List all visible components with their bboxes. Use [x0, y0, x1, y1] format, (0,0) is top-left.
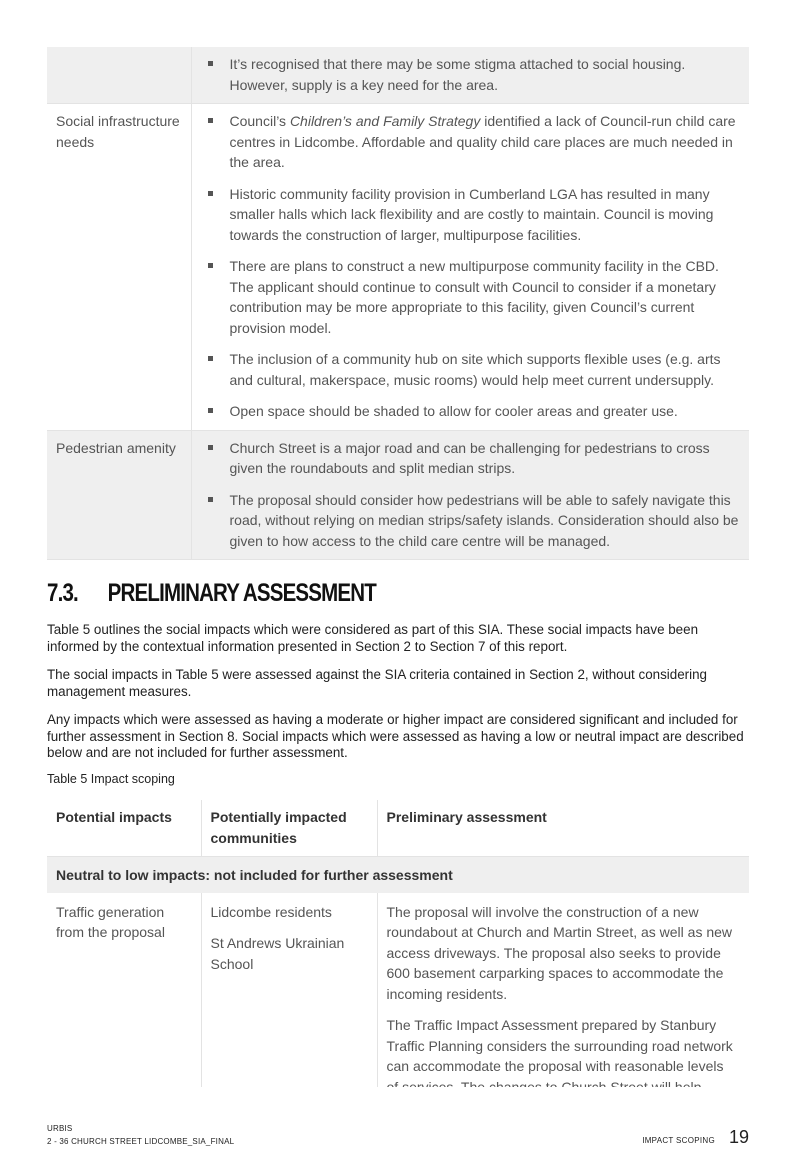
paragraph: Any impacts which were assessed as having a moderate or higher impact are considered significant and included for further assessment in Section 8. Social impacts which were assessed as having a low or neutral impact are described below and are not included for further assessment. [47, 712, 744, 760]
bullet-item: There are plans to construct a new multipurpose community facility in the CBD. The applicant should continue to consult with Council to consider if a monetary contribution may be more appropriate to this facility, given Council’s current provision model. [204, 256, 740, 338]
impact-scoping-table [47, 800, 749, 1129]
category-cell: Pedestrian amenity [47, 430, 191, 560]
section-heading [47, 579, 376, 608]
square-bullet-icon [208, 191, 213, 196]
category-cell [47, 47, 191, 104]
column-header: Potential impacts [47, 800, 201, 857]
square-bullet-icon [208, 118, 213, 123]
footer-left [47, 1122, 234, 1148]
section-title: PRELIMINARY ASSESSMENT [107, 579, 376, 607]
square-bullet-icon [208, 408, 213, 413]
community-item: St Andrews Ukrainian School [210, 935, 345, 972]
square-bullet-icon [208, 61, 213, 66]
paragraph: The social impacts in Table 5 were assessed against the SIA criteria contained in Section 2, without considering management measures. [47, 667, 707, 699]
document-page [47, 47, 749, 1074]
square-bullet-icon [208, 356, 213, 361]
footer-org: URBIS [47, 1124, 73, 1133]
assessment-paragraph: The Traffic Impact Assessment prepared by Stanbury Traffic Planning considers the surrounding road network can accommodate the proposal with reasonable levels [386, 1017, 733, 1074]
table-row [47, 430, 749, 560]
table-caption: Table 5 Impact scoping [47, 772, 175, 786]
footer-section: IMPACT SCOPING [642, 1136, 715, 1145]
footer-doc: 2 - 36 CHURCH STREET LIDCOMBE_SIA_FINAL [47, 1137, 235, 1146]
bullet-item: It’s recognised that there may be some stigma attached to social housing. However, supply is a key need for the area. [204, 54, 740, 95]
bullet-item: Open space should be shaded to allow for cooler areas and greater use. [204, 401, 740, 422]
impact-cell: Traffic generation from the proposal [47, 893, 201, 1129]
community-item: Lidcombe residents [210, 903, 332, 920]
column-header: Potentially impacted communities [201, 800, 377, 857]
bullet-item: The inclusion of a community hub on site which supports flexible uses (e.g. arts and cultural, makerspace, music rooms) would help meet current undersupply. [204, 349, 740, 390]
bullet-item: The proposal should consider how pedestrians will be able to safely navigate this road, without relying on median strips/safety islands. Consideration should also be given to how access to the child care centre will be managed. [204, 490, 740, 552]
strategy-title: Children’s and Family Strategy [289, 113, 481, 129]
table-band-row [47, 857, 749, 893]
assessment-paragraph: The proposal will involve the construction of a new roundabout at Church and Martin Street, as well as new access driveways. The proposal also seeks to provide 600 basement carparking spaces to accommodate the incoming residents. [386, 903, 733, 1002]
category-cell: Social infrastructure needs [47, 104, 191, 431]
column-header: Preliminary assessment [377, 800, 749, 857]
bullet-item: Church Street is a major road and can be challenging for pedestrians to cross given the roundabouts and split median strips. [204, 438, 740, 479]
paragraph: Table 5 outlines the social impacts which were considered as part of this SIA. These social impacts have been informed by the contextual information presented in Section 2 to Section 7 of this report. [47, 622, 699, 654]
table-header-row [47, 800, 749, 857]
section-number: 7.3. [47, 579, 78, 607]
bullet-item: Council’s Children’s and Family Strategy identified a lack of Council-run child care centres in Lidcombe. Affordable and quality child care places are much needed in the area. [204, 111, 740, 173]
table-row [47, 47, 749, 104]
square-bullet-icon [208, 497, 213, 502]
page-number: 19 [728, 1127, 749, 1147]
band-label: Neutral to low impacts: not included for further assessment [47, 857, 749, 893]
square-bullet-icon [208, 263, 213, 268]
square-bullet-icon [208, 445, 213, 450]
social-needs-table [47, 47, 749, 560]
table-row [47, 104, 749, 431]
bullet-item: Historic community facility provision in Cumberland LGA has resulted in many smaller halls which lack flexibility and are costly to maintain. Council is moving towards the construction of larger, multipurpose facilities. [204, 184, 740, 246]
